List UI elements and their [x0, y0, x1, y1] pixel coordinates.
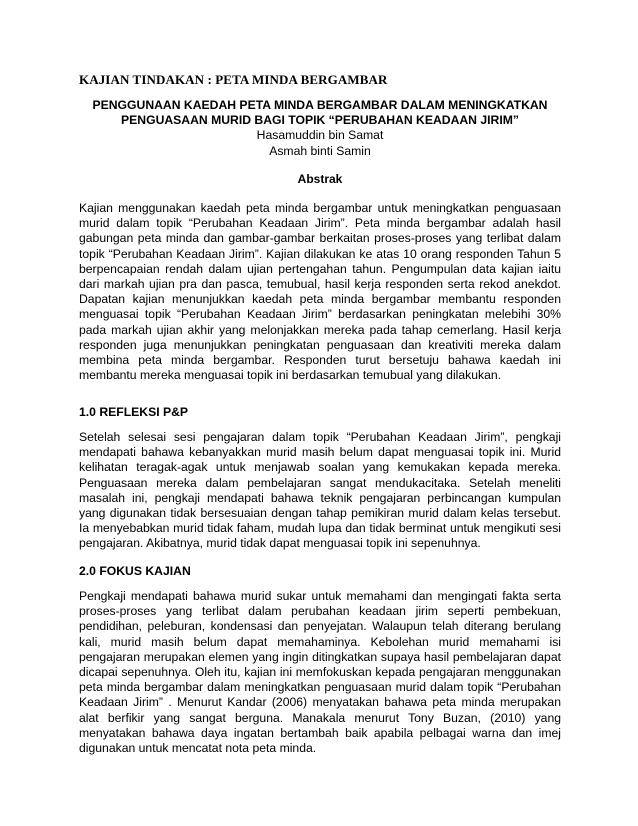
abstract-heading: Abstrak	[297, 172, 343, 186]
document-title	[79, 98, 561, 128]
author-name-2: Asmah binti Samin	[269, 144, 371, 158]
section-paragraph-refleksi: Setelah selesai sesi pengajaran dalam topik “Perubahan Keadaan Jirim”, pengkaji mendapati bahawa kebanyakkan murid masih belum dapat menguasai topik ini. Murid kelihatan teragak-agak untuk menjawab soalan yang kemukakan kepada mereka. Penguasaan mereka dalam pembelajaran sangat mendukacitaka. Setelah meneliti masalah ini, pengkaji mendapati bahawa teknik pengajaran perbincangan kumpulan yang digunakan tidak bersesuaian dengan tahap pemikiran murid dalam kelas tersebut. Ia menyebabkan murid tidak faham, mudah lupa dan tidak berminat untuk mengikuti sesi pengajaran. Akibatnya, murid tidak dapat menguasai topik ini sepenuhnya.	[79, 430, 561, 551]
title-line-2: PENGUASAAN MURID BAGI TOPIK “PERUBAHAN KEADAAN JIRIM”	[121, 113, 519, 127]
abstract-paragraph: Kajian menggunakan kaedah peta minda bergambar untuk meningkatkan penguasaan murid dalam topik “Perubahan Keadaan Jirim”. Peta minda bergambar adalah hasil gabungan peta minda dan gambar-gambar berkaitan proses-proses yang terlibat dalam topik “Perubahan Keadaan Jirim”. Kajian dilakukan ke atas 10 orang responden Tahun 5 berpencapaian rendah dalam ujian pertengahan tahun. Pengumpulan data kajian iaitu dari markah ujian pra dan pasca, temubual, hasil kerja responden serta rekod anekdot. Dapatan kajian menunjukkan kaedah peta minda bergambar membantu responden menguasai topik “Perubahan Keadaan Jirim” berdasarkan peningkatan melebihi 30% pada markah ujian akhir yang melonjakkan mereka pada tahap cemerlang. Hasil kerja responden juga menunjukkan peningkatan penguasaan dan kreativiti mereka dalam membina peta minda bergambar. Responden turut bersetuju bahawa kaedah ini membantu mereka menguasai topik ini berdasarkan temubual yang dilakukan.	[79, 201, 561, 383]
section-heading-refleksi: 1.0 REFLEKSI P&P	[79, 405, 189, 419]
section-heading-fokus: 2.0 FOKUS KAJIAN	[79, 564, 191, 578]
title-line-1: PENGGUNAAN KAEDAH PETA MINDA BERGAMBAR DALAM MENINGKATKAN	[92, 98, 548, 112]
author-name-1: Hasamuddin bin Samat	[256, 128, 384, 142]
section-paragraph-fokus: Pengkaji mendapati bahawa murid sukar untuk memahami dan mengingati fakta serta proses-proses yang terlibat dalam perubahan keadaan jirim seperti pembekuan, pendidihan, peleburan, kondensasi dan penyejatan. Walaupun telah diterang berulang kali, murid masih belum dapat memahaminya. Kebolehan murid memahami isi pengajaran merupakan elemen yang ingin ditingkatkan supaya hasil pembelajaran dapat dicapai sepenuhnya. Oleh itu, kajian ini memfokuskan kepada pengajaran menggunakan peta minda bergambar dalam meningkatkan penguasaan murid dalam topik “Perubahan Keadaan Jirim” . Menurut Kandar (2006) menyatakan bahawa peta minda merupakan alat berfikir yang sangat berguna. Manakala menurut Tony Buzan, (2010) yang menyatakan bahawa daya ingatan bertambah baik apabila pelbagai warna dan imej digunakan untuk mencatat nota peta minda.	[79, 589, 561, 756]
document-header: KAJIAN TINDAKAN : PETA MINDA BERGAMBAR	[79, 72, 388, 87]
